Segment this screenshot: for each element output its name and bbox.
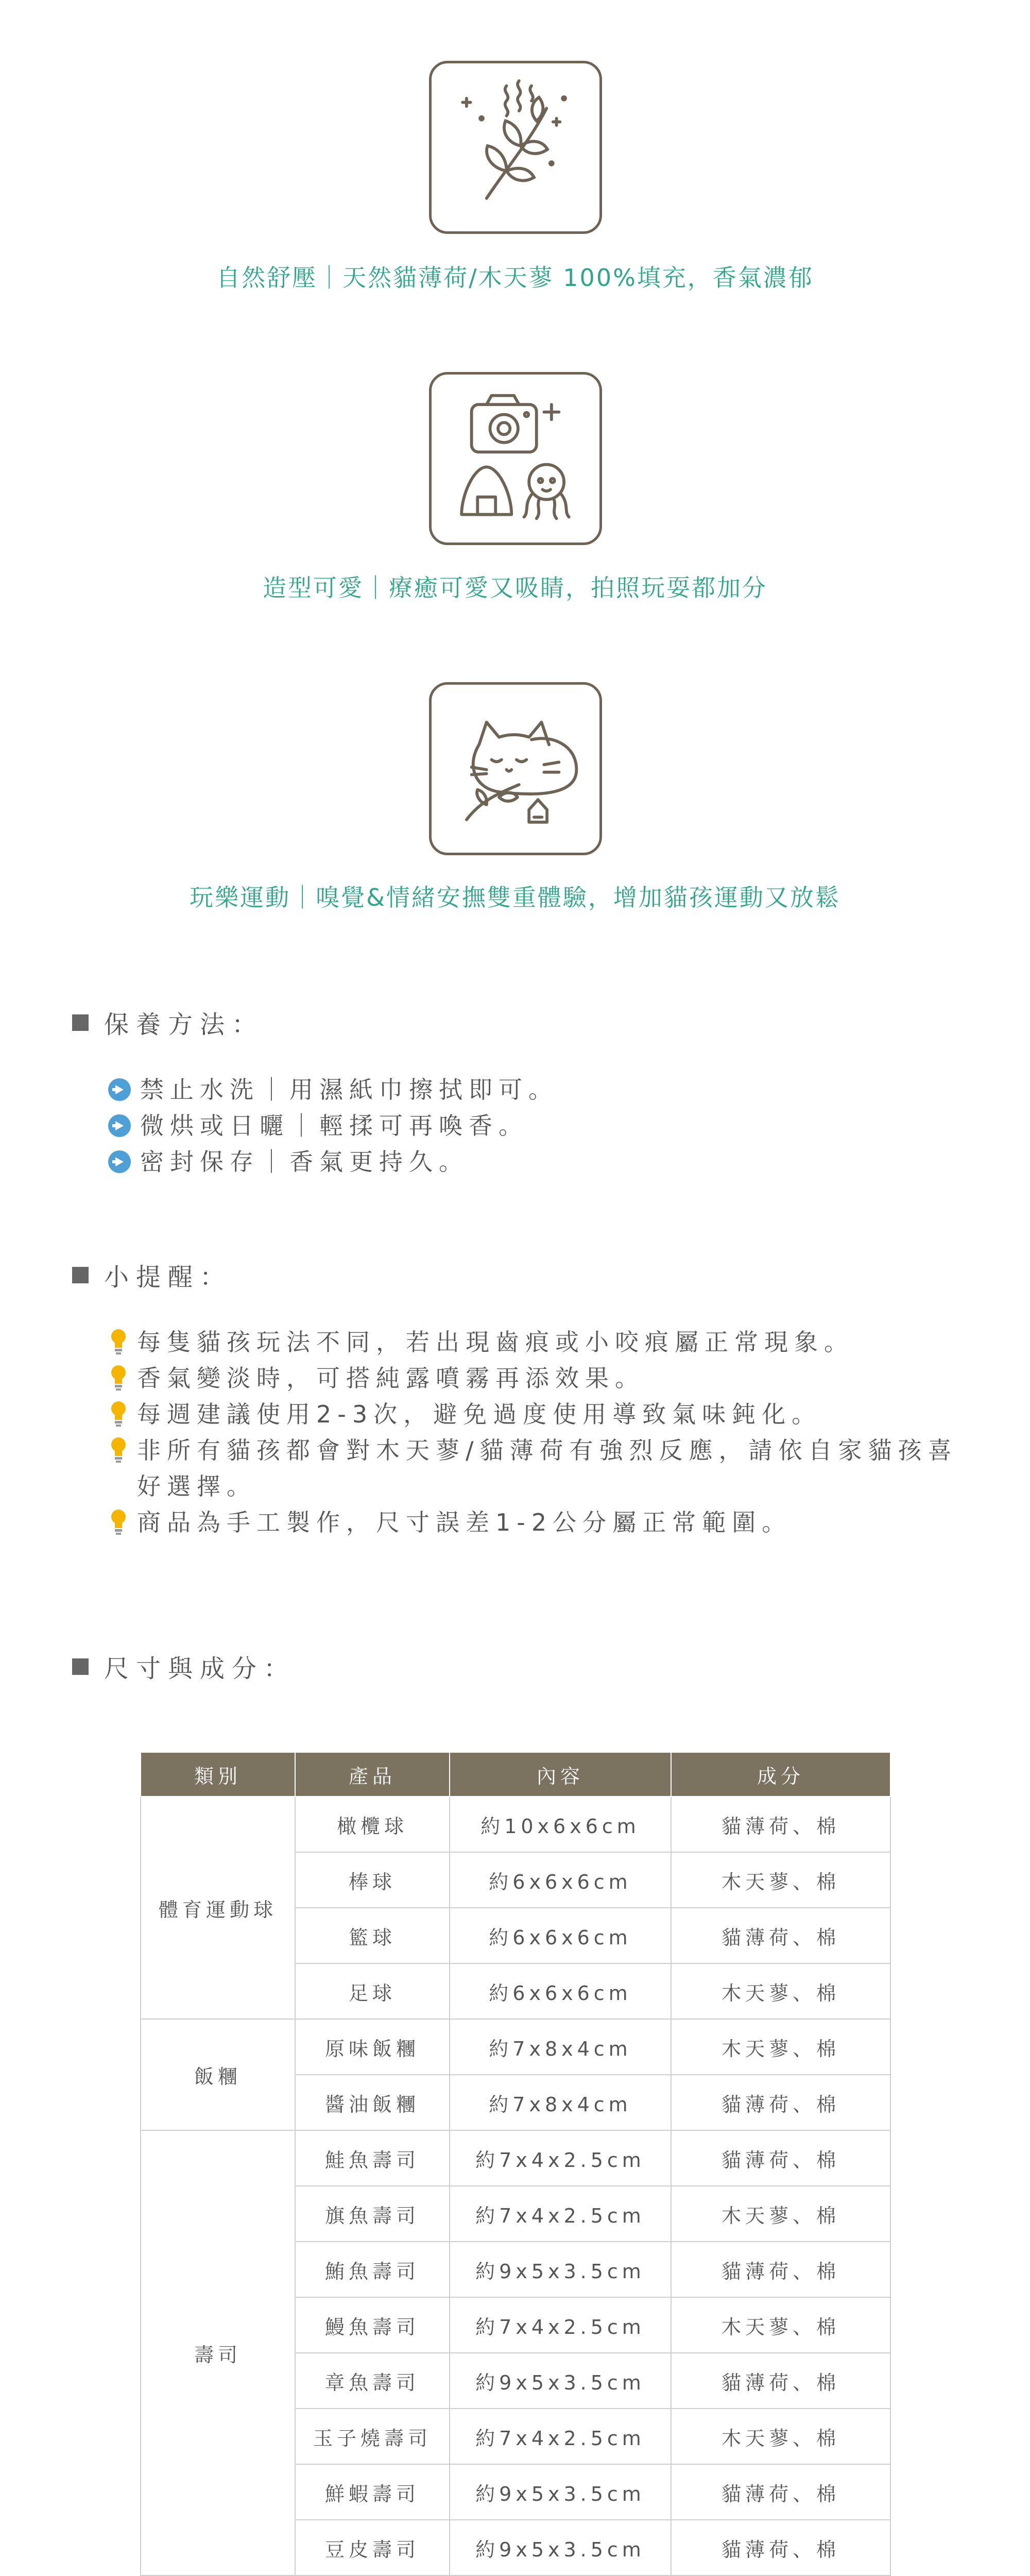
- tips-title-text: 小提醒：: [104, 1263, 232, 1292]
- tips-list: [108, 1324, 984, 1540]
- product-cell: 鮪魚壽司: [295, 2242, 450, 2297]
- list-item: 每隻貓孩玩法不同，若出現齒痕或小咬痕屬正常現象。: [108, 1324, 984, 1360]
- arrow-circle-icon: [108, 1150, 131, 1173]
- table-row: [141, 2130, 890, 2186]
- content-cell: 約7x4x2.5cm: [450, 2130, 671, 2186]
- lightbulb-icon: [108, 1363, 129, 1392]
- care-list: [108, 1072, 984, 1180]
- content-cell: 約9x5x3.5cm: [450, 2520, 671, 2575]
- catnip-leaf-icon: [429, 61, 602, 234]
- header-product: 產品: [295, 1752, 450, 1797]
- ingredient-cell: 貓薄荷、棉: [671, 2353, 890, 2409]
- ingredient-cell: 貓薄荷、棉: [671, 2130, 890, 2186]
- care-title-text: 保養方法：: [104, 1010, 264, 1039]
- list-item: 非所有貓孩都會對木天蓼/貓薄荷有強烈反應，請依自家貓孩喜好選擇。: [108, 1432, 984, 1504]
- ingredient-cell: 貓薄荷、棉: [671, 2075, 890, 2130]
- feature-caption: 玩樂運動｜嗅覺&情緒安撫雙重體驗，增加貓孩運動又放鬆: [190, 884, 840, 911]
- ingredient-cell: 木天蓼、棉: [671, 1963, 890, 2019]
- square-bullet-icon: [72, 1014, 89, 1031]
- content-cell: 約7x4x2.5cm: [450, 2409, 671, 2464]
- arrow-circle-icon: [108, 1078, 131, 1101]
- ingredient-cell: 貓薄荷、棉: [671, 1908, 890, 1963]
- content-cell: 約6x6x6cm: [450, 1852, 671, 1908]
- ingredient-cell: 木天蓼、棉: [671, 2019, 890, 2075]
- lightbulb-icon: [108, 1435, 129, 1464]
- category-cell: 飯糰: [141, 2019, 295, 2130]
- product-cell: 鮮蝦壽司: [295, 2464, 450, 2520]
- care-title: [72, 1005, 264, 1040]
- lightbulb-icon: [108, 1507, 129, 1536]
- ingredient-cell: 貓薄荷、棉: [671, 2242, 890, 2297]
- feature-caption: 造型可愛｜療癒可愛又吸睛，拍照玩耍都加分: [263, 574, 767, 602]
- product-cell: 鮭魚壽司: [295, 2130, 450, 2186]
- spec-title: [72, 1649, 296, 1684]
- lightbulb-icon: [108, 1327, 129, 1356]
- sleeping-cat-icon: [429, 682, 602, 855]
- product-cell: 橄欖球: [295, 1797, 450, 1852]
- table-header-row: [141, 1752, 890, 1797]
- header-ingredient: 成分: [671, 1752, 890, 1797]
- header-content: 內容: [450, 1752, 671, 1797]
- category-cell: 壽司: [141, 2130, 295, 2575]
- content-cell: 約7x8x4cm: [450, 2075, 671, 2130]
- ingredient-cell: 木天蓼、棉: [671, 2297, 890, 2353]
- content-cell: 約7x8x4cm: [450, 2019, 671, 2075]
- ingredient-cell: 貓薄荷、棉: [671, 2520, 890, 2575]
- ingredient-cell: 貓薄荷、棉: [671, 1797, 890, 1852]
- spec-title-text: 尺寸與成分：: [104, 1654, 296, 1683]
- content-cell: 約6x6x6cm: [450, 1963, 671, 2019]
- tips-title: [72, 1257, 232, 1293]
- content-cell: 約6x6x6cm: [450, 1908, 671, 1963]
- list-item: 密封保存｜香氣更持久。: [108, 1144, 984, 1180]
- arrow-circle-icon: [108, 1114, 131, 1137]
- product-cell: 足球: [295, 1963, 450, 2019]
- product-cell: 醬油飯糰: [295, 2075, 450, 2130]
- list-item: 微烘或日曬｜輕揉可再喚香。: [108, 1108, 984, 1144]
- feature-caption: 自然舒壓｜天然貓薄荷/木天蓼 100%填充，香氣濃郁: [216, 264, 814, 292]
- content-cell: 約7x4x2.5cm: [450, 2186, 671, 2242]
- table-row: [141, 2019, 890, 2075]
- product-cell: 鰻魚壽司: [295, 2297, 450, 2353]
- list-item: 香氣變淡時，可搭純露噴霧再添效果。: [108, 1360, 984, 1396]
- product-cell: 章魚壽司: [295, 2353, 450, 2409]
- content-cell: 約7x4x2.5cm: [450, 2297, 671, 2353]
- square-bullet-icon: [72, 1267, 89, 1283]
- lightbulb-icon: [108, 1399, 129, 1428]
- list-item: 商品為手工製作，尺寸誤差1-2公分屬正常範圍。: [108, 1504, 984, 1540]
- ingredient-cell: 木天蓼、棉: [671, 2186, 890, 2242]
- spec-table-body: [141, 1797, 890, 2576]
- content-cell: 約9x5x3.5cm: [450, 2242, 671, 2297]
- product-cell: 旗魚壽司: [295, 2186, 450, 2242]
- product-cell: 籃球: [295, 1908, 450, 1963]
- ingredient-cell: 木天蓼、棉: [671, 2409, 890, 2464]
- content-cell: 約9x5x3.5cm: [450, 2464, 671, 2520]
- list-item: 每週建議使用2-3次，避免過度使用導致氣味鈍化。: [108, 1396, 984, 1432]
- content-cell: 約10x6x6cm: [450, 1797, 671, 1852]
- ingredient-cell: 貓薄荷、棉: [671, 2464, 890, 2520]
- content-cell: 約9x5x3.5cm: [450, 2353, 671, 2409]
- header-category: 類別: [141, 1752, 295, 1797]
- spec-table: [140, 1752, 891, 2576]
- product-cell: 棒球: [295, 1852, 450, 1908]
- camera-onigiri-octopus-icon: [429, 372, 602, 545]
- category-cell: 體育運動球: [141, 1797, 295, 2019]
- product-cell: 豆皮壽司: [295, 2520, 450, 2575]
- product-cell: 玉子燒壽司: [295, 2409, 450, 2464]
- square-bullet-icon: [72, 1658, 89, 1675]
- product-cell: 原味飯糰: [295, 2019, 450, 2075]
- ingredient-cell: 木天蓼、棉: [671, 1852, 890, 1908]
- table-row: [141, 1797, 890, 1852]
- list-item: 禁止水洗｜用濕紙巾擦拭即可。: [108, 1072, 984, 1108]
